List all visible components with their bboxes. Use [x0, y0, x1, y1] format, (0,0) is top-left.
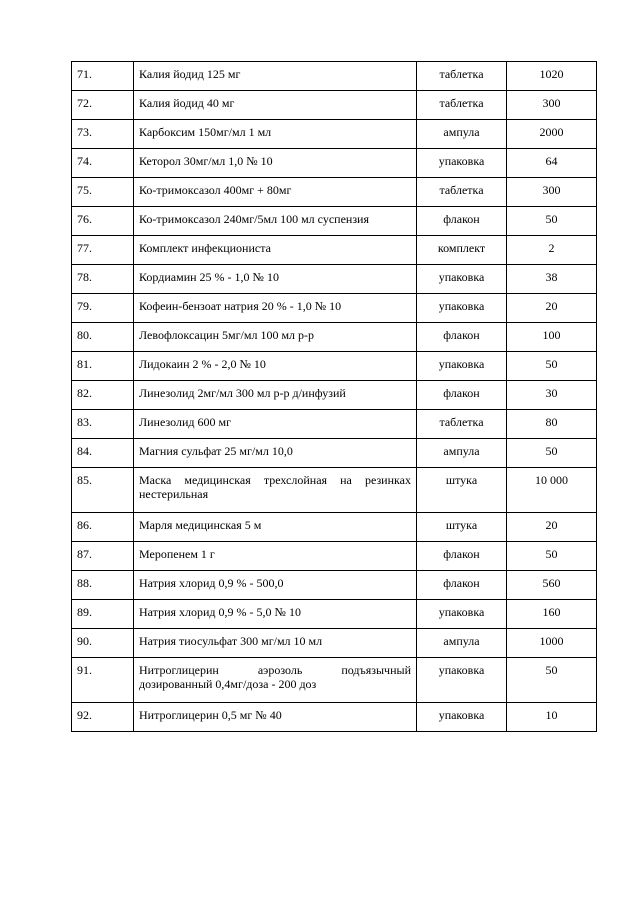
item-quantity: 300: [507, 178, 597, 207]
table-row: [72, 149, 597, 178]
table-row: [72, 571, 597, 600]
item-name: Маска медицинская трехслойная на резинках нестерильная: [134, 468, 417, 513]
table-row: [72, 439, 597, 468]
row-number: 83.: [72, 410, 134, 439]
row-number: 85.: [72, 468, 134, 513]
item-unit: таблетка: [417, 91, 507, 120]
item-unit: упаковка: [417, 703, 507, 732]
item-quantity: 50: [507, 352, 597, 381]
item-name: Натрия хлорид 0,9 % - 500,0: [134, 571, 417, 600]
table-row: [72, 265, 597, 294]
table-row: [72, 703, 597, 732]
item-unit: упаковка: [417, 265, 507, 294]
item-name: Лидокаин 2 % - 2,0 № 10: [134, 352, 417, 381]
table-row: [72, 323, 597, 352]
item-quantity: 80: [507, 410, 597, 439]
item-quantity: 2: [507, 236, 597, 265]
row-number: 82.: [72, 381, 134, 410]
row-number: 88.: [72, 571, 134, 600]
table-row: [72, 468, 597, 513]
table-row: [72, 410, 597, 439]
item-unit: упаковка: [417, 352, 507, 381]
row-number: 89.: [72, 600, 134, 629]
item-unit: штука: [417, 468, 507, 513]
item-quantity: 160: [507, 600, 597, 629]
item-name: Натрия хлорид 0,9 % - 5,0 № 10: [134, 600, 417, 629]
row-number: 78.: [72, 265, 134, 294]
row-number: 81.: [72, 352, 134, 381]
row-number: 84.: [72, 439, 134, 468]
item-name: Линезолид 2мг/мл 300 мл р-р д/инфузий: [134, 381, 417, 410]
table-row: [72, 178, 597, 207]
item-name: Калия йодид 40 мг: [134, 91, 417, 120]
table-body: [72, 62, 597, 732]
item-quantity: 30: [507, 381, 597, 410]
item-unit: упаковка: [417, 294, 507, 323]
row-number: 91.: [72, 658, 134, 703]
item-unit: ампула: [417, 439, 507, 468]
row-number: 75.: [72, 178, 134, 207]
item-quantity: 20: [507, 294, 597, 323]
item-quantity: 10 000: [507, 468, 597, 513]
item-quantity: 2000: [507, 120, 597, 149]
item-name: Калия йодид 125 мг: [134, 62, 417, 91]
item-name: Кордиамин 25 % - 1,0 № 10: [134, 265, 417, 294]
item-quantity: 50: [507, 439, 597, 468]
row-number: 79.: [72, 294, 134, 323]
item-unit: упаковка: [417, 149, 507, 178]
item-quantity: 1000: [507, 629, 597, 658]
item-name: Комплект инфекциониста: [134, 236, 417, 265]
row-number: 73.: [72, 120, 134, 149]
item-unit: комплект: [417, 236, 507, 265]
row-number: 90.: [72, 629, 134, 658]
item-unit: таблетка: [417, 62, 507, 91]
item-quantity: 1020: [507, 62, 597, 91]
item-name: Натрия тиосульфат 300 мг/мл 10 мл: [134, 629, 417, 658]
item-unit: флакон: [417, 381, 507, 410]
table-row: [72, 120, 597, 149]
item-quantity: 10: [507, 703, 597, 732]
item-quantity: 560: [507, 571, 597, 600]
item-quantity: 50: [507, 207, 597, 236]
table-row: [72, 236, 597, 265]
item-unit: ампула: [417, 120, 507, 149]
row-number: 87.: [72, 542, 134, 571]
table-row: [72, 513, 597, 542]
table-row: [72, 658, 597, 703]
item-unit: флакон: [417, 207, 507, 236]
item-unit: флакон: [417, 571, 507, 600]
row-number: 80.: [72, 323, 134, 352]
item-name: Ко-тримоксазол 400мг + 80мг: [134, 178, 417, 207]
medication-table: [71, 61, 597, 732]
item-unit: таблетка: [417, 410, 507, 439]
item-quantity: 100: [507, 323, 597, 352]
item-name: Марля медицинская 5 м: [134, 513, 417, 542]
item-unit: штука: [417, 513, 507, 542]
item-quantity: 64: [507, 149, 597, 178]
table-row: [72, 381, 597, 410]
table-row: [72, 629, 597, 658]
item-name: Меропенем 1 г: [134, 542, 417, 571]
item-name: Нитроглицерин аэрозоль подъязычный дозированный 0,4мг/доза - 200 доз: [134, 658, 417, 703]
item-unit: флакон: [417, 542, 507, 571]
row-number: 77.: [72, 236, 134, 265]
item-quantity: 20: [507, 513, 597, 542]
row-number: 92.: [72, 703, 134, 732]
item-name: Кеторол 30мг/мл 1,0 № 10: [134, 149, 417, 178]
item-name: Магния сульфат 25 мг/мл 10,0: [134, 439, 417, 468]
table-row: [72, 91, 597, 120]
row-number: 74.: [72, 149, 134, 178]
table-row: [72, 600, 597, 629]
item-quantity: 300: [507, 91, 597, 120]
table-row: [72, 207, 597, 236]
item-unit: ампула: [417, 629, 507, 658]
item-name: Кофеин-бензоат натрия 20 % - 1,0 № 10: [134, 294, 417, 323]
item-name: Левофлоксацин 5мг/мл 100 мл р-р: [134, 323, 417, 352]
item-unit: таблетка: [417, 178, 507, 207]
item-quantity: 50: [507, 658, 597, 703]
row-number: 71.: [72, 62, 134, 91]
item-name: Нитроглицерин 0,5 мг № 40: [134, 703, 417, 732]
table-row: [72, 542, 597, 571]
item-unit: упаковка: [417, 600, 507, 629]
row-number: 86.: [72, 513, 134, 542]
row-number: 72.: [72, 91, 134, 120]
table-row: [72, 294, 597, 323]
item-name: Линезолид 600 мг: [134, 410, 417, 439]
table-row: [72, 62, 597, 91]
item-unit: флакон: [417, 323, 507, 352]
item-unit: упаковка: [417, 658, 507, 703]
row-number: 76.: [72, 207, 134, 236]
item-name: Карбоксим 150мг/мл 1 мл: [134, 120, 417, 149]
item-quantity: 38: [507, 265, 597, 294]
item-name: Ко-тримоксазол 240мг/5мл 100 мл суспензия: [134, 207, 417, 236]
table-row: [72, 352, 597, 381]
item-quantity: 50: [507, 542, 597, 571]
